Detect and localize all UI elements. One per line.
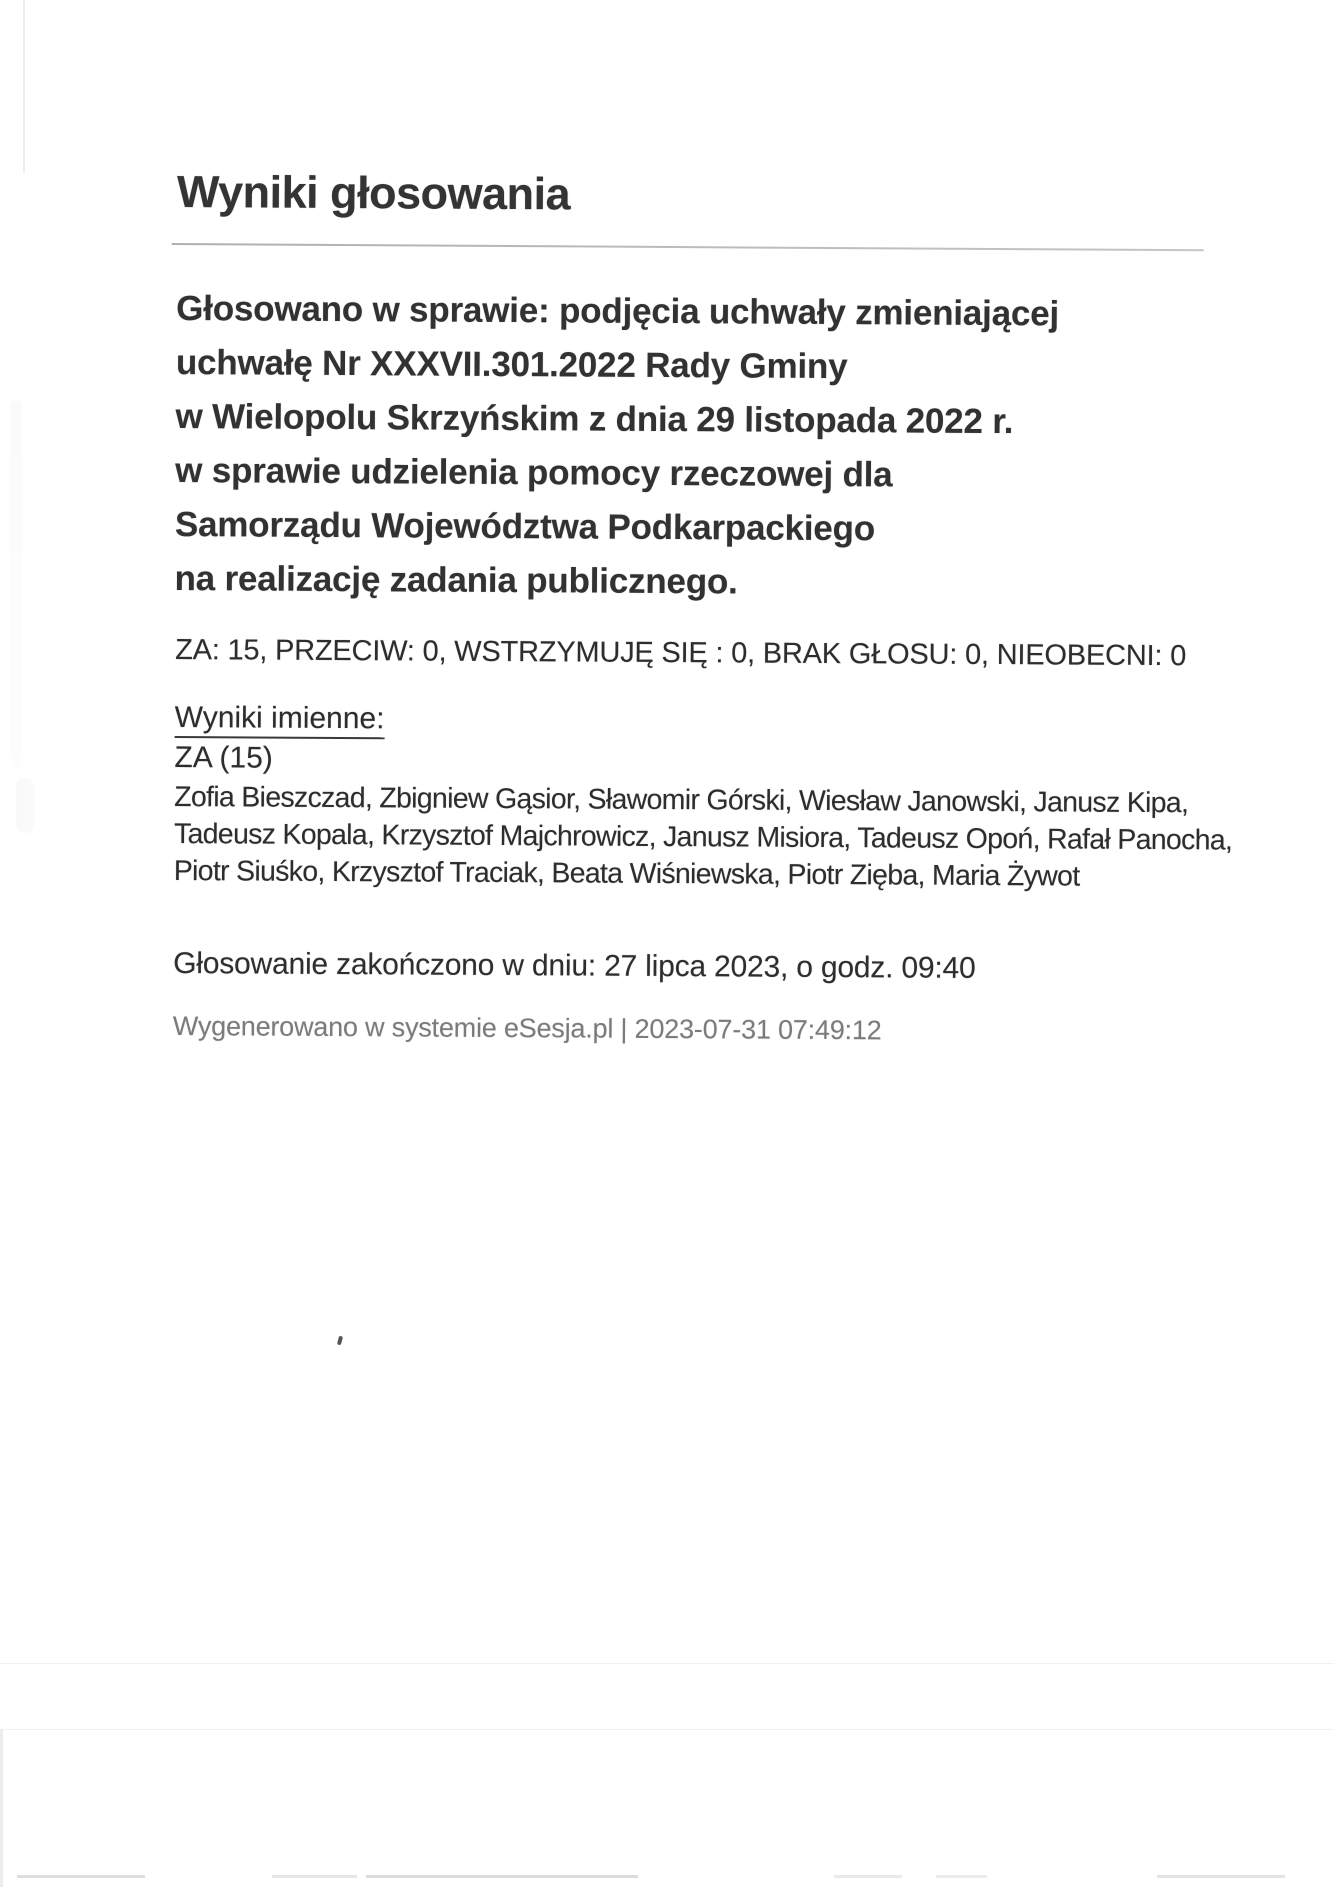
subject-line: w Wielopolu Skrzyńskim z dnia 29 listopada 2022 r. bbox=[175, 397, 1014, 442]
names-line: Zofia Bieszczad, Zbigniew Gąsior, Sławomir Górski, Wiesław Janowski, Janusz Kipa, bbox=[174, 781, 1189, 820]
subject-line: Samorządu Województwa Podkarpackiego bbox=[174, 505, 876, 549]
subject-line: uchwałę Nr XXXVII.301.2022 Rady Gminy bbox=[175, 343, 848, 387]
subject-line: w sprawie udzielenia pomocy rzeczowej dla bbox=[175, 451, 893, 495]
vote-summary-line: ZA: 15, PRZECIW: 0, WSTRZYMUJĘ SIĘ : 0, BRAK GŁOSU: 0, NIEOBECNI: 0 bbox=[175, 634, 1187, 673]
names-line: Piotr Siuśko, Krzysztof Traciak, Beata Wiśniewska, Piotr Zięba, Maria Żywot bbox=[173, 854, 1080, 893]
za-group-names bbox=[174, 779, 1233, 896]
za-group-label: ZA (15) bbox=[174, 741, 273, 775]
title-divider bbox=[172, 243, 1204, 251]
vote-subject-heading bbox=[174, 282, 1059, 611]
vote-closed-line: Głosowanie zakończono w dniu: 27 lipca 2023, o godz. 09:40 bbox=[173, 946, 976, 985]
names-line: Tadeusz Kopala, Krzysztof Majchrowicz, Janusz Misiora, Tadeusz Opoń, Rafał Panocha, bbox=[173, 818, 1233, 857]
named-results-heading-label: Wyniki imienne: bbox=[175, 701, 385, 739]
generated-footer-line: Wygenerowano w systemie eSesja.pl | 2023-07-31 07:49:12 bbox=[172, 1010, 882, 1046]
subject-line: Głosowano w sprawie: podjęcia uchwały zmieniającej bbox=[176, 289, 1060, 334]
page-title: Wyniki głosowania bbox=[176, 166, 571, 220]
subject-line: na realizację zadania publicznego. bbox=[174, 558, 738, 602]
named-results-heading bbox=[175, 701, 385, 736]
